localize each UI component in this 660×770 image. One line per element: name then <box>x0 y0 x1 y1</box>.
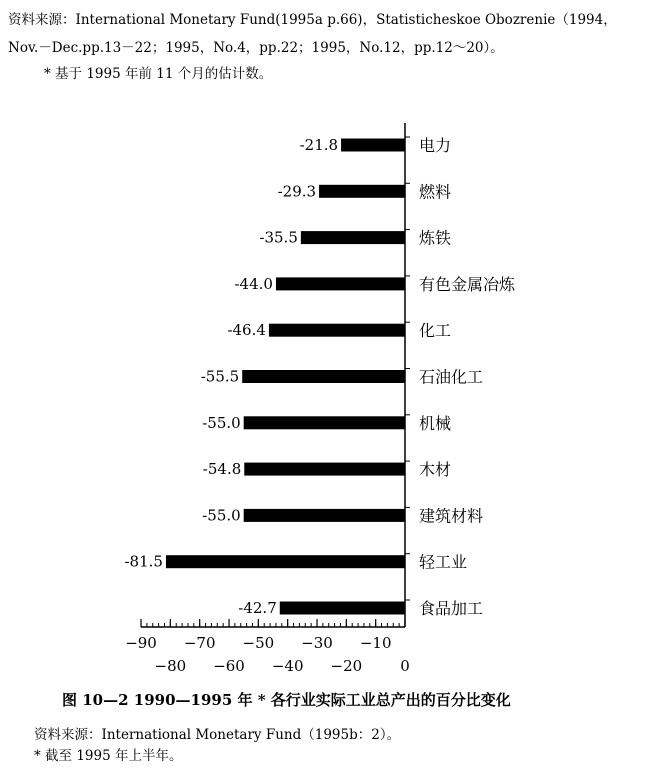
category-label-1: 燃料 <box>419 182 452 202</box>
bar-0 <box>341 139 405 152</box>
figure-note: * 截至 1995 年上半年。 <box>34 748 183 764</box>
value-label-3: -44.0 <box>234 274 273 293</box>
category-label-7: 木材 <box>419 460 452 480</box>
value-label-7: -54.8 <box>202 460 242 479</box>
bar-9 <box>166 555 405 568</box>
category-label-8: 建筑材料 <box>419 506 484 526</box>
x-tick-label-5: −40 <box>271 657 304 675</box>
figure-source: 资料来源：International Monetary Fund（1995b：2）。 <box>34 727 401 743</box>
category-label-6: 机械 <box>419 413 452 433</box>
value-label-6: -55.0 <box>202 413 241 432</box>
bar-8 <box>244 509 405 522</box>
value-label-4: -46.4 <box>227 321 266 340</box>
bar-2 <box>301 231 405 244</box>
value-label-8: -55.0 <box>202 506 241 525</box>
value-label-0: -21.8 <box>299 136 339 154</box>
value-label-5: -55.5 <box>200 367 240 386</box>
value-label-10: -42.7 <box>238 599 277 617</box>
bar-10 <box>280 602 405 615</box>
bar-chart <box>0 115 660 685</box>
value-label-1: -29.3 <box>277 182 317 201</box>
category-label-10: 食品加工 <box>419 599 484 618</box>
bar-1 <box>319 185 405 198</box>
estimate-note: * 基于 1995 年前 11 个月的估计数。 <box>44 66 273 82</box>
category-label-3: 有色金属冶炼 <box>419 274 516 294</box>
value-label-2: -35.5 <box>259 228 298 247</box>
bar-6 <box>244 416 405 429</box>
x-tick-label-7: −20 <box>330 657 363 675</box>
category-label-4: 化工 <box>419 321 452 341</box>
x-tick-label-2: −70 <box>183 634 216 652</box>
x-tick-label-4: −50 <box>242 634 275 652</box>
category-label-2: 炼铁 <box>419 228 452 248</box>
x-tick-label-3: −60 <box>213 657 245 675</box>
bar-3 <box>276 277 405 290</box>
figure-caption: 图 10—2 1990—1995 年 * 各行业实际工业总产出的百分比变化 <box>62 691 511 709</box>
x-tick-label-8: −10 <box>359 634 392 652</box>
x-tick-label-9: 0 <box>400 657 410 675</box>
category-label-0: 电力 <box>419 136 452 155</box>
x-tick-label-0: −90 <box>125 634 157 652</box>
category-label-5: 石油化工 <box>419 367 484 387</box>
x-tick-label-1: −80 <box>154 657 187 675</box>
bar-5 <box>242 370 405 383</box>
category-label-9: 轻工业 <box>419 552 468 572</box>
value-label-9: -81.5 <box>124 552 163 571</box>
x-tick-label-6: −30 <box>301 634 333 652</box>
bar-7 <box>244 463 405 476</box>
bar-4 <box>269 324 405 337</box>
source-line-2: Nov.－Dec.pp.13－22；1995，No.4，pp.22；1995，No.12，pp.12～20）。 <box>8 40 504 56</box>
source-line-1: 资料来源：International Monetary Fund(1995a p.66)，Statisticheskoe Obozrenie（1994， <box>8 12 617 28</box>
